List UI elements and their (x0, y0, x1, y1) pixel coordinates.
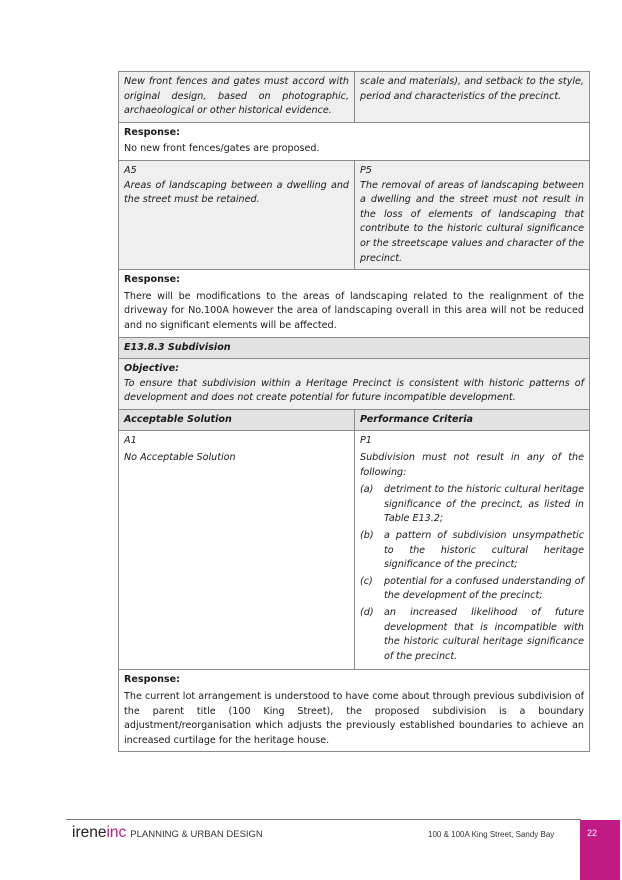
clause-code: A5 (124, 164, 137, 176)
top-left-cell: New front fences and gates must accord with original design, based on photographic, archaeological or other historical evidence. (119, 72, 355, 123)
table-row (119, 122, 590, 160)
performance-criteria-cell (355, 160, 590, 269)
response-cell (119, 270, 590, 337)
company-logo (72, 824, 263, 842)
clause-code: P5 (360, 164, 372, 176)
list-item-label: (a) (360, 484, 374, 496)
performance-criteria-cell (355, 431, 590, 670)
list-item (360, 606, 584, 664)
list-item-text: a pattern of subdivision unsympathetic to the historic cultural heritage significance of the precinct; (384, 530, 584, 571)
response-text: The current lot arrangement is understood to have come about through previous subdivision of the parent title (100 King Street), the proposed subdivision is a boundary adjustment/reorganisation which adjusts the previously established boundaries to achieve an increased curtilage for the heritage house. (124, 690, 584, 746)
table-row (119, 359, 590, 410)
page-number: 22 (587, 828, 598, 838)
clause-intro: Subdivision must not result in any of the following: (360, 452, 584, 478)
clause-code: A1 (124, 435, 137, 447)
list-item-text: an increased likelihood of future development that is incompatible with the historic cultural heritage significance of the precinct. (384, 607, 584, 662)
section-title: E13.8.3 Subdivision (119, 337, 590, 359)
logo-part-irene: irene (72, 824, 107, 841)
planning-assessment-table (118, 71, 590, 752)
table-row (119, 270, 590, 337)
list-item (360, 529, 584, 573)
footer-divider (66, 819, 581, 820)
objective-cell (119, 359, 590, 410)
logo-tagline: PLANNING & URBAN DESIGN (130, 829, 263, 840)
acceptable-solution-cell (119, 431, 355, 670)
list-item-label: (b) (360, 530, 374, 542)
list-item (360, 575, 584, 604)
column-header-acceptable: Acceptable Solution (119, 409, 355, 431)
list-item-text: potential for a confused understanding of the development of the precinct; (384, 575, 584, 602)
objective-text: To ensure that subdivision within a Heritage Precinct is consistent with historic patterns of development and does not create potential for future incompatible development. (124, 377, 584, 404)
response-text: There will be modifications to the areas of landscaping related to the realignment of the driveway for No.100A however the area of landscaping overall in this area will not be reduced and no significant elements will be affected. (124, 290, 584, 331)
list-item-label: (d) (360, 607, 374, 618)
column-header-performance: Performance Criteria (355, 409, 590, 431)
response-heading: Response: (124, 674, 180, 686)
list-item-label: (c) (360, 575, 373, 587)
table-row (119, 431, 590, 670)
clause-text: Areas of landscaping between a dwelling and the street must be retained. (124, 179, 349, 206)
response-heading: Response: (124, 126, 180, 138)
criteria-list (360, 483, 584, 664)
list-item (360, 483, 584, 527)
response-text: No new front fences/gates are proposed. (124, 143, 320, 155)
list-item-text: detriment to the historic cultural heritage significance of the precinct, as listed in Table E13.2; (384, 484, 584, 525)
logo-part-inc: inc (106, 824, 127, 841)
clause-code: P1 (360, 435, 372, 447)
table-row (119, 337, 590, 359)
objective-heading: Objective: (124, 363, 179, 375)
acceptable-solution-cell (119, 160, 355, 269)
response-heading: Response: (124, 274, 180, 286)
clause-text: The removal of areas of landscaping between a dwelling and the street must not result in the loss of elements of landscaping that contribute to the historic cultural significance or the streetscape values and character of the precinct. (360, 179, 584, 264)
table-row (119, 670, 590, 752)
clause-text: No Acceptable Solution (124, 452, 236, 464)
footer-address: 100 & 100A King Street, Sandy Bay (428, 830, 555, 839)
top-right-cell: scale and materials), and setback to the style, period and characteristics of the precinct. (355, 72, 590, 123)
response-cell (119, 670, 590, 752)
table-row (119, 409, 590, 431)
response-cell (119, 122, 590, 160)
table-row (119, 160, 590, 269)
page-number-tab (580, 820, 620, 880)
table-row (119, 72, 590, 123)
